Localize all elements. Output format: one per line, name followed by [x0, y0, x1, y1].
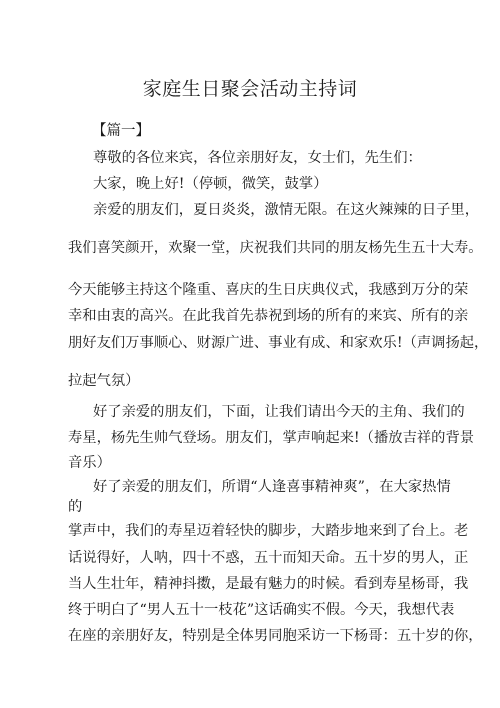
- paragraph-line: 的: [68, 499, 83, 515]
- paragraph-line: 今天能够主持这个隆重、喜庆的生日庆典仪式，我感到万分的荣: [68, 282, 469, 298]
- paragraph-line: 朋好友们万事顺心、财源广进、事业有成、和家欢乐!（声调扬起，: [68, 335, 489, 351]
- paragraph-line: 好了亲爱的朋友们，下面，让我们请出今天的主角、我们的: [93, 404, 465, 420]
- paragraph-line: 在座的亲朋好友，特别是全体男同胞采访一下杨哥：五十岁的你，: [68, 628, 483, 644]
- paragraph-line: 亲爱的朋友们，夏日炎炎，激情无限。在这火辣辣的日子里，: [93, 202, 480, 218]
- paragraph-line: 寿星，杨先生帅气登场。朋友们，掌声响起来!（播放吉祥的背景: [68, 430, 475, 446]
- paragraph-line: 当人生壮年，精神抖擞，是最有魅力的时候。看到寿星杨哥，我: [68, 576, 469, 592]
- document-title: 家庭生日聚会活动主持词: [142, 78, 358, 100]
- paragraph-line: 话说得好，人呐，四十不惑，五十而知天命。五十岁的男人，正: [68, 550, 469, 566]
- paragraph-line: 掌声中，我们的寿星迈着轻快的脚步，大踏步地来到了台上。老: [68, 523, 469, 539]
- paragraph-line: 我们喜笑颜开，欢聚一堂，庆祝我们共同的朋友杨先生五十大寿。: [68, 240, 483, 256]
- section-label: 【篇一】: [92, 123, 150, 139]
- paragraph-line: 终于明白了“男人五十一枝花”这话确实不假。今天，我想代表: [68, 602, 455, 618]
- paragraph-line: 拉起气氛）: [68, 373, 140, 389]
- paragraph-line: 大家，晚上好!（停顿，微笑，鼓掌）: [93, 176, 328, 192]
- paragraph-line: 幸和由衷的高兴。在此我首先恭祝到场的所有的来宾、所有的亲: [68, 308, 469, 324]
- paragraph-line: 好了亲爱的朋友们，所谓“人逢喜事精神爽”，在大家热情: [93, 479, 451, 495]
- paragraph-line: 尊敬的各位来宾，各位亲朋好友，女士们，先生们：: [93, 150, 422, 166]
- paragraph-line: 音乐）: [68, 455, 111, 471]
